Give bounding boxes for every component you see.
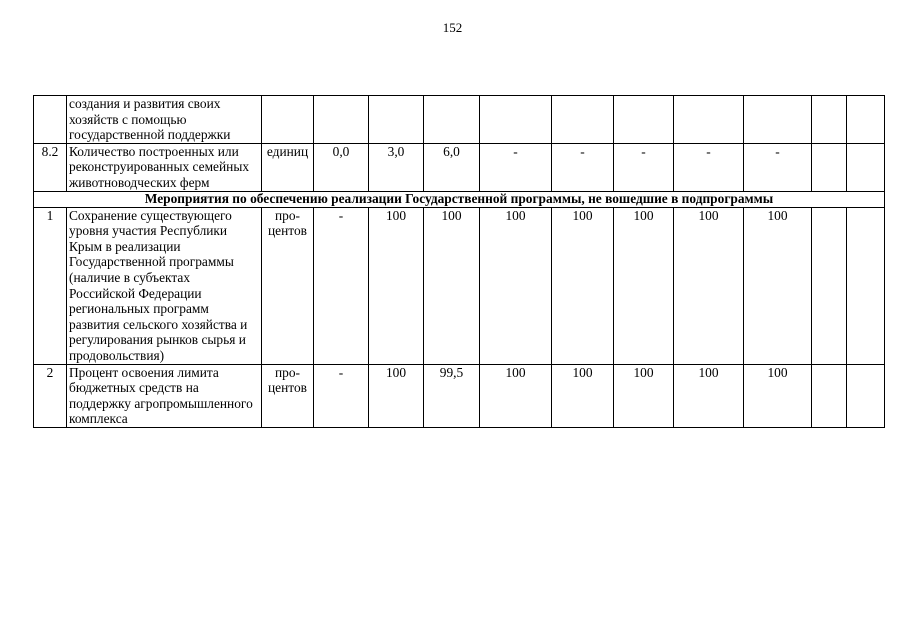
table-row <box>34 364 885 427</box>
value-cell: 100 <box>480 207 552 364</box>
value-cell <box>847 143 885 191</box>
indicator-name: Процент освоения лимита бюджетных средств на поддержку агропромышленного комплекса <box>67 364 262 427</box>
value-cell: 100 <box>424 207 480 364</box>
value-cell: 100 <box>480 364 552 427</box>
indicator-name: Количество построенных или реконструированных семейных животноводческих ферм <box>67 143 262 191</box>
value-cell <box>552 96 614 144</box>
value-cell: 100 <box>674 364 744 427</box>
value-cell <box>847 207 885 364</box>
section-title: Мероприятия по обеспечению реализации Государственной программы, не вошедшие в подпрограммы <box>34 191 885 207</box>
value-cell: 99,5 <box>424 364 480 427</box>
value-cell: - <box>744 143 812 191</box>
value-cell <box>847 96 885 144</box>
unit-cell: единиц <box>262 143 314 191</box>
value-cell: - <box>314 207 369 364</box>
value-cell <box>847 364 885 427</box>
value-cell <box>424 96 480 144</box>
value-cell: 3,0 <box>369 143 424 191</box>
row-number <box>34 96 67 144</box>
row-number: 8.2 <box>34 143 67 191</box>
value-cell: 100 <box>552 364 614 427</box>
row-number: 2 <box>34 364 67 427</box>
value-cell: 100 <box>369 207 424 364</box>
unit-cell <box>262 96 314 144</box>
value-cell <box>314 96 369 144</box>
table-row <box>34 207 885 364</box>
page-number: 152 <box>442 20 463 35</box>
value-cell: 100 <box>552 207 614 364</box>
value-cell: - <box>480 143 552 191</box>
value-cell <box>480 96 552 144</box>
value-cell: 6,0 <box>424 143 480 191</box>
unit-cell: про-центов <box>262 364 314 427</box>
value-cell: - <box>552 143 614 191</box>
unit-cell: про-центов <box>262 207 314 364</box>
table-row <box>34 143 885 191</box>
indicators-table <box>33 95 885 428</box>
value-cell <box>812 207 847 364</box>
value-cell <box>614 96 674 144</box>
value-cell: 100 <box>674 207 744 364</box>
value-cell <box>812 364 847 427</box>
value-cell: 100 <box>369 364 424 427</box>
indicator-name: создания и развития своих хозяйств с помощью государственной поддержки <box>67 96 262 144</box>
value-cell: - <box>674 143 744 191</box>
value-cell <box>674 96 744 144</box>
value-cell <box>812 143 847 191</box>
table-row <box>34 96 885 144</box>
value-cell: 100 <box>614 207 674 364</box>
value-cell <box>812 96 847 144</box>
value-cell <box>369 96 424 144</box>
value-cell: 0,0 <box>314 143 369 191</box>
section-row <box>34 191 885 207</box>
value-cell: 100 <box>614 364 674 427</box>
row-number: 1 <box>34 207 67 364</box>
value-cell <box>744 96 812 144</box>
value-cell: 100 <box>744 207 812 364</box>
value-cell: - <box>314 364 369 427</box>
value-cell: - <box>614 143 674 191</box>
indicator-name: Сохранение существующего уровня участия Республики Крым в реализации Государственной программы (наличие в субъектах Российской Федерации региональных программ развития сельского хозяйства и регулирования рынков сырья и продовольствия) <box>67 207 262 364</box>
value-cell: 100 <box>744 364 812 427</box>
